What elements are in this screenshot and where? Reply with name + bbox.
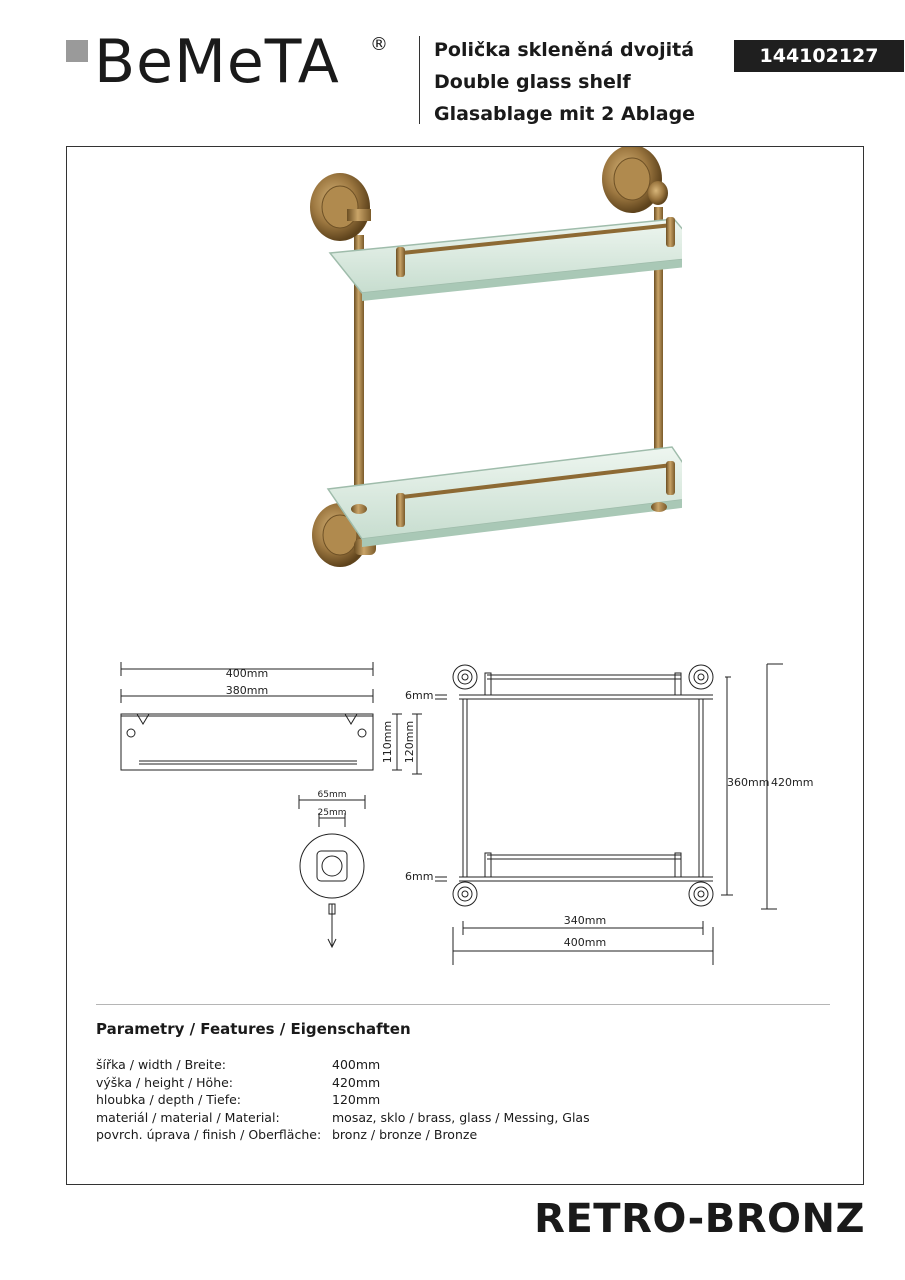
dim-top-120: 120mm xyxy=(403,720,416,764)
product-series: RETRO-BRONZ xyxy=(534,1196,865,1242)
dim-front-6mm-bottom: 6mm xyxy=(405,870,434,883)
feature-row xyxy=(96,1109,590,1127)
dim-top-400: 400mm xyxy=(225,667,269,680)
dim-front-360: 360mm xyxy=(727,776,770,789)
registered-mark: ® xyxy=(370,34,388,55)
brand-logo xyxy=(66,27,396,97)
feature-label: šířka / width / Breite: xyxy=(96,1057,226,1072)
dim-front-420: 420mm xyxy=(771,776,814,789)
title-cz: Polička skleněná dvojitá xyxy=(434,39,695,61)
feature-label: hloubka / depth / Tiefe: xyxy=(96,1092,241,1107)
dim-top-380: 380mm xyxy=(225,684,269,697)
feature-value: 120mm xyxy=(332,1092,381,1107)
logo-square-mark xyxy=(66,40,88,62)
features-divider xyxy=(96,1004,830,1005)
dim-front-340: 340mm xyxy=(563,914,607,927)
feature-label: výška / height / Höhe: xyxy=(96,1074,234,1090)
feature-row xyxy=(96,1091,590,1109)
dim-top-110: 110mm xyxy=(381,720,394,764)
dim-front-6mm-top: 6mm xyxy=(405,689,434,702)
logo-wordmark: BeMeTA xyxy=(94,27,340,97)
title-de: Glasablage mit 2 Ablage xyxy=(434,103,696,125)
feature-value: bronz / bronze / Bronze xyxy=(332,1127,478,1142)
dim-base-25: 25mm xyxy=(317,808,347,818)
feature-value: 400mm xyxy=(332,1057,381,1072)
technical-drawing xyxy=(67,147,863,1007)
title-en: Double glass shelf xyxy=(434,71,631,93)
header-divider xyxy=(419,36,420,124)
feature-value: mosaz, sklo / brass, glass / Messing, Glas xyxy=(332,1109,590,1125)
product-titles xyxy=(434,34,695,130)
feature-row xyxy=(96,1074,590,1092)
product-code-badge: 144102127 xyxy=(734,40,904,72)
feature-label: materiál / material / Material: xyxy=(96,1109,280,1125)
feature-label: povrch. úprava / finish / Oberfläche: xyxy=(96,1127,322,1142)
dim-base-65: 65mm xyxy=(317,790,347,800)
features-title: Parametry / Features / Eigenschaften xyxy=(96,1020,411,1038)
feature-value: 420mm xyxy=(332,1074,381,1090)
features-list xyxy=(96,1056,590,1144)
dim-front-400: 400mm xyxy=(563,936,607,949)
feature-row xyxy=(96,1056,590,1074)
feature-row xyxy=(96,1126,590,1144)
